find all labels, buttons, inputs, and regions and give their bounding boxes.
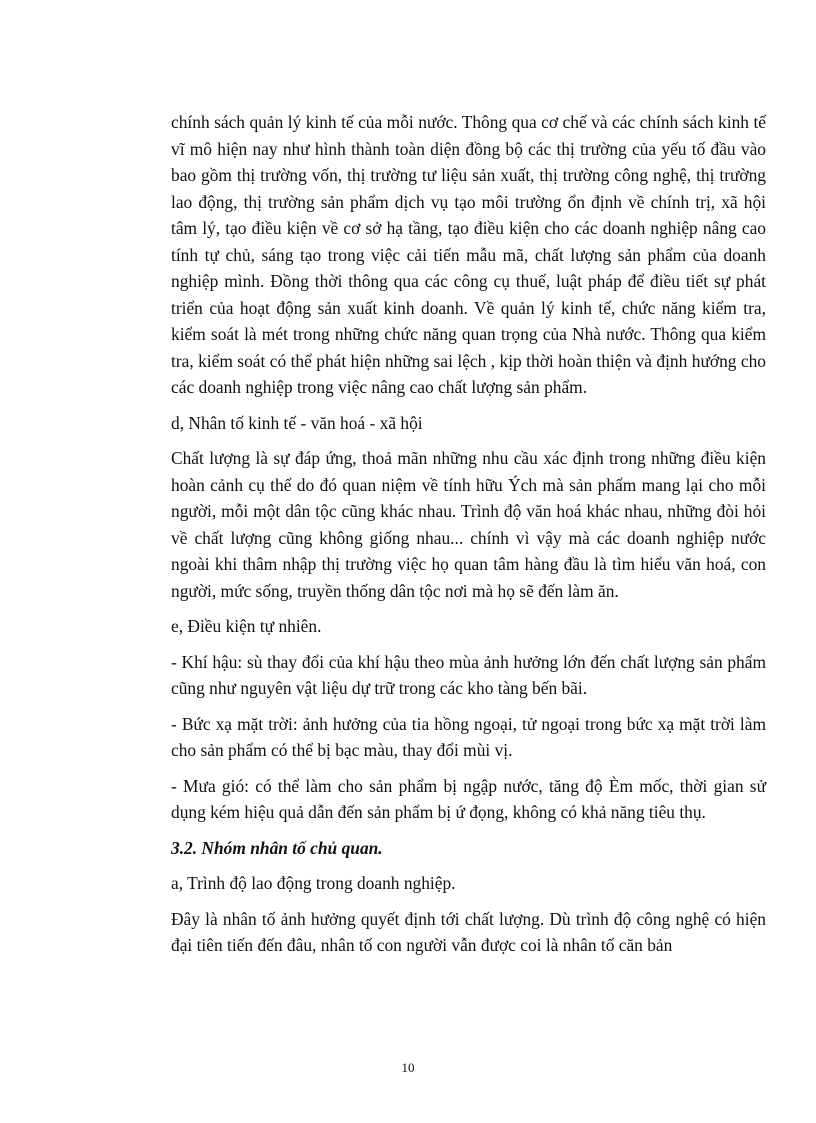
heading-economic-cultural-factors: d, Nhân tố kinh tế - văn hoá - xã hội [171,412,423,433]
paragraph-human-factor: Đây là nhân tố ảnh hưởng quyết định tới chất lượng. Dù trình độ công nghệ có hiện đại tiên tiến đến đâu, nhân tố con người vẫn được coi là nhân tố căn bản [171,908,766,955]
heading-labor-skill: a, Trình độ lao động trong doanh nghiệp. [171,873,456,893]
page-number: 10 [401,1060,415,1075]
paragraph-state-policy: chính sách quản lý kinh tế của mỗi nước. Thông qua cơ chế và các chính sách kinh tế vĩ mô hiện nay như hình thành toàn diện đồng bộ các thị trường của yếu tố đầu vào bao gồm thị trường vốn, thị trường tư liệu sản xuất, thị trường công nghệ, thị trường lao động, thị trường sản phẩm dịch vụ tạo môi trường ổn định về chính trị, xã hội tâm lý, tạo điều kiện về cơ sở hạ tầng, tạo điều kiện cho các doanh nghiệp nâng cao tính tự chủ, sáng tạo trong việc cải tiến mẫu mã, chất lượng sản phẩm của doanh nghiệp mình. Đồng thời thông qua các công cụ thuế, luật pháp để điều tiết sự phát triển của hoạt động sản xuất kinh doanh. Về quản lý kinh tế, chức năng kiểm tra, kiểm soát là mét trong những chức năng quan trọng của Nhà nước. Thông qua kiểm tra, kiểm soát có thể phát hiện những sai lệch , kịp thời hoàn thiện và định hướng cho các doanh nghiệp trong việc nâng cao chất lượng sản phẩm. [171,112,766,397]
document-body [171,109,766,959]
paragraph-rain-wind: - Mưa gió: có thể làm cho sản phẩm bị ngập nước, tăng độ Èm mốc, thời gian sử dụng kém hiệu quả dẫn đến sản phẩm bị ứ đọng, không có khả năng tiêu thụ. [171,775,766,822]
paragraph-solar-radiation: - Bức xạ mặt trời: ảnh hưởng của tia hồng ngoại, tử ngoại trong bức xạ mặt trời làm cho sản phẩm có thể bị bạc màu, thay đổi mùi vị. [171,713,766,760]
paragraph-quality-culture: Chất lượng là sự đáp ứng, thoả mãn những nhu cầu xác định trong những điều kiện hoàn cảnh cụ thể do đó quan niệm về tính hữu Ých mà sản phẩm mang lại cho mỗi người, mỗi một dân tộc cũng khác nhau. Trình độ văn hoá khác nhau, những đòi hỏi về chất lượng cũng không giống nhau... chính vì vậy mà các doanh nghiệp nước ngoài khi thâm nhập thị trường việc họ quan tâm hàng đầu là tìm hiểu văn hoá, con người, mức sống, truyền thống dân tộc nơi mà họ sẽ đến làm ăn. [171,448,766,601]
heading-natural-conditions: e, Điều kiện tự nhiên. [171,616,322,636]
paragraph-climate: - Khí hậu: sù thay đổi của khí hậu theo mùa ảnh hưởng lớn đến chất lượng sản phẩm cũng như nguyên vật liệu dự trữ trong các kho tàng bến bãi. [171,651,766,698]
section-heading-subjective-factors: 3.2. Nhóm nhân tố chủ quan. [171,837,383,858]
